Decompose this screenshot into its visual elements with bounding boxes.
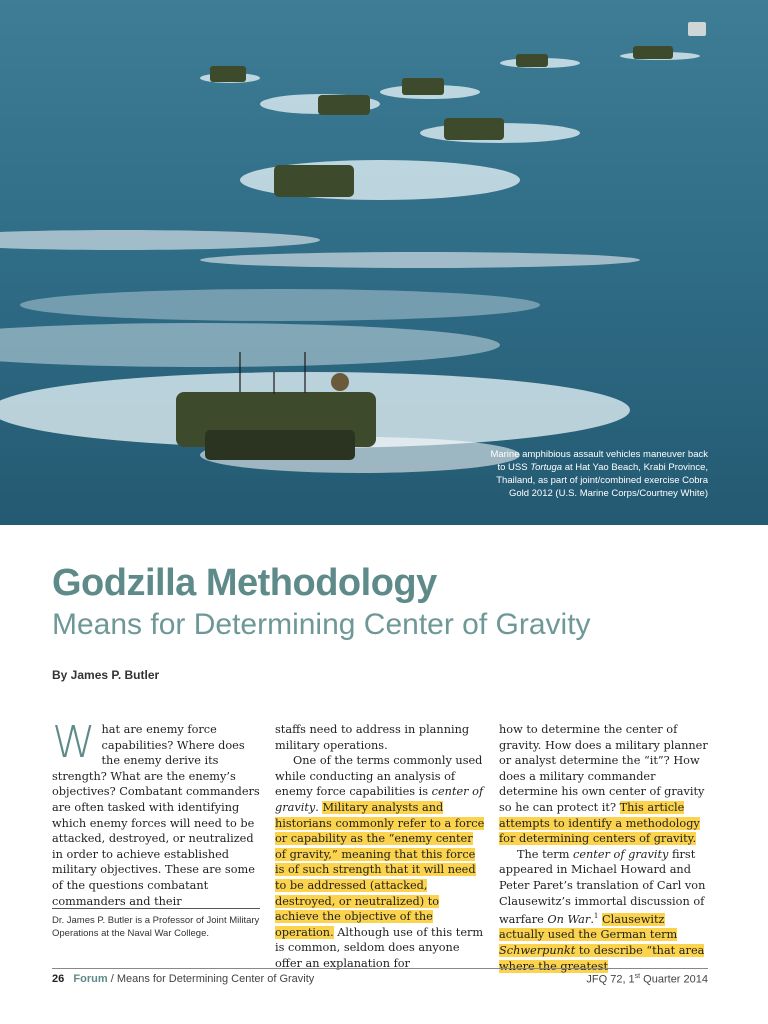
photo-caption: Marine amphibious assault vehicles maneuver back to USS Tortuga at Hat Yao Beach, Krabi Province, Thailand, as part of joint/combined exercise Cobra Gold 2012 (U.S. Marine Corps/Courtney White) bbox=[490, 449, 708, 499]
highlighted-text: This article attempts to identify a methodology for determining centers of gravity. bbox=[499, 800, 700, 846]
paragraph: how to determine the center of gravity. How does a military planner or analyst determine the “it”? How does a military commander determine his own center of gravity so he can protect it? This article attempts to identify a methodology for determining centers of gravity. bbox=[499, 723, 708, 846]
footer-divider bbox=[52, 968, 708, 969]
footnote-marker[interactable]: 1 bbox=[593, 912, 599, 921]
article-title: Godzilla Methodology bbox=[52, 562, 437, 604]
column-1 bbox=[52, 717, 262, 909]
column-2 bbox=[275, 722, 485, 972]
journal-issue: JFQ 72, 1st Quarter 2014 bbox=[586, 973, 708, 986]
paragraph: staffs need to address in planning military operations. bbox=[275, 723, 470, 752]
section-label: Forum bbox=[73, 973, 108, 985]
bio-divider bbox=[52, 908, 260, 909]
footer-running-head: 26 Forum / Means for Determining Center of Gravity bbox=[52, 973, 315, 985]
author-bio: Dr. James P. Butler is a Professor of Joint Military Operations at the Naval War College. bbox=[52, 915, 260, 939]
highlighted-text: Military analysts and historians commonly refer to a force or capability as the “enemy center of gravity,” meaning that this force is of such strength that it will need to be addressed (attacked, destroyed, or neutralized) to achieve the objective of the operation. bbox=[275, 800, 485, 939]
byline: By James P. Butler bbox=[52, 668, 160, 682]
running-title: Means for Determining Center of Gravity bbox=[116, 973, 315, 985]
paragraph: The term center of gravity first appeared in Michael Howard and Peter Paret’s translation of Carl von Clausewitz’s immortal discussion of warfare On War.$^1$ Clausewitz actually used the German term Schwerpunkt to describe “that area where the greatest bbox=[499, 847, 706, 973]
article-subtitle: Means for Determining Center of Gravity bbox=[52, 608, 591, 641]
drop-cap: W bbox=[52, 717, 96, 768]
page-number: 26 bbox=[52, 973, 65, 985]
paragraph: One of the terms commonly used while conducting an analysis of enemy force capabilities is center of gravity. Military analysts and historians commonly refer to a force or capability as the “enemy center of gravity,” meaning that this force is of such strength that it will need to be addressed (attacked, destroyed, or neutralized) to achieve the objective of the operation. Although use of this term is common, seldom does anyone offer an explanation for bbox=[275, 754, 485, 970]
paragraph: What are enemy force capabilities? Where does the enemy derive its strength? What are the enemy’s objectives? Combatant commanders are often tasked with identifying which enemy forces will need to be attacked, destroyed, or neutralized in order to achieve established military objectives. These are some of the questions combatant commanders and their bbox=[52, 717, 260, 908]
highlighted-text: Clausewitz actually used the German term Schwerpunkt to describe “that area where the greatest bbox=[499, 912, 705, 973]
column-3 bbox=[499, 722, 709, 974]
